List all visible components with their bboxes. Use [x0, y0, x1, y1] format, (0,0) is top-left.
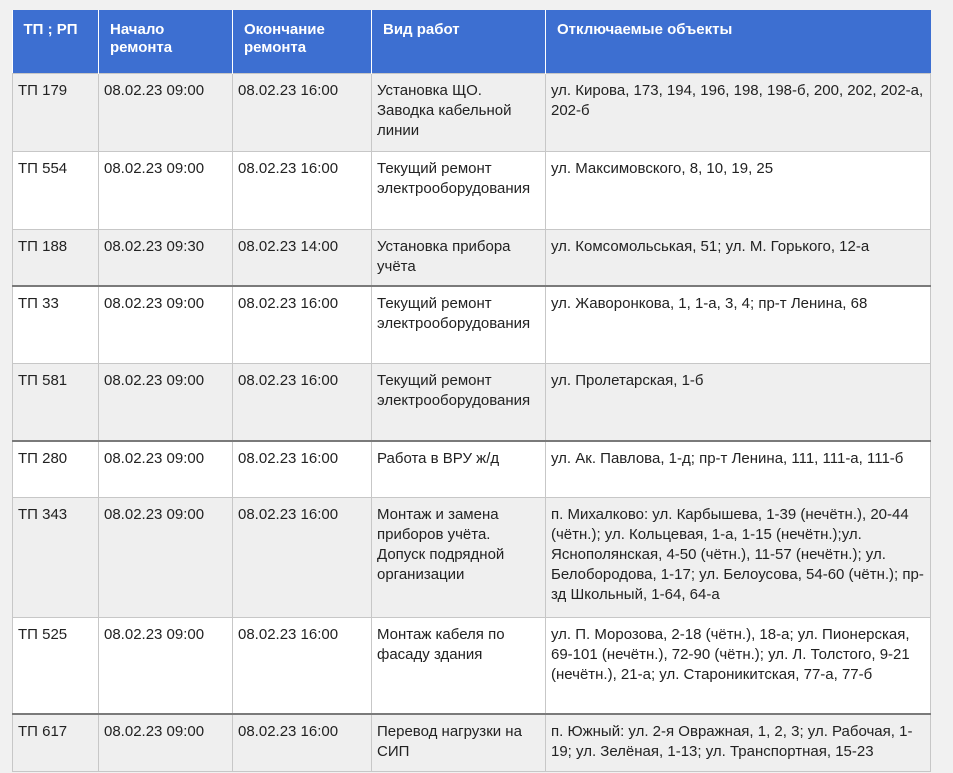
cell-objects: ул. Комсомольськая, 51; ул. М. Горького, 12-а [546, 230, 931, 287]
cell-start: 08.02.23 09:30 [99, 230, 233, 287]
table-header [13, 10, 931, 74]
table-row [13, 498, 931, 618]
cell-objects: ул. Максимовского, 8, 10, 19, 25 [546, 152, 931, 230]
table-row [13, 714, 931, 772]
cell-start: 08.02.23 09:00 [99, 441, 233, 498]
cell-tp: ТП 617 [13, 714, 99, 772]
table-row [13, 286, 931, 364]
cell-start: 08.02.23 09:00 [99, 364, 233, 442]
cell-work: Установка прибора учёта [372, 230, 546, 287]
outage-schedule [12, 10, 930, 772]
table-row [13, 152, 931, 230]
cell-work: Текущий ремонт электрооборудования [372, 364, 546, 442]
cell-work: Текущий ремонт электрооборудования [372, 152, 546, 230]
cell-start: 08.02.23 09:00 [99, 618, 233, 715]
cell-objects: ул. П. Морозова, 2-18 (чётн.), 18-а; ул. Пионерская, 69-101 (нечётн.), 72-90 (чётн.); ул. Л. Толстого, 9-21 (нечётн.), 21-а; ул. Староникитская, 77-а, 77-б [546, 618, 931, 715]
header-work: Вид работ [372, 10, 546, 74]
cell-objects: ул. Жаворонкова, 1, 1-а, 3, 4; пр-т Ленина, 68 [546, 286, 931, 364]
cell-tp: ТП 179 [13, 74, 99, 152]
table-body [13, 74, 931, 772]
cell-tp: ТП 554 [13, 152, 99, 230]
cell-objects: ул. Ак. Павлова, 1-д; пр-т Ленина, 111, 111-а, 111-б [546, 441, 931, 498]
cell-end: 08.02.23 16:00 [233, 364, 372, 442]
cell-tp: ТП 188 [13, 230, 99, 287]
cell-objects: ул. Кирова, 173, 194, 196, 198, 198-б, 200, 202, 202-а, 202-б [546, 74, 931, 152]
cell-work: Перевод нагрузки на СИП [372, 714, 546, 772]
header-tp: ТП ; РП [13, 10, 99, 74]
cell-work: Текущий ремонт электрооборудования [372, 286, 546, 364]
cell-tp: ТП 525 [13, 618, 99, 715]
cell-start: 08.02.23 09:00 [99, 74, 233, 152]
cell-work: Установка ЩО. Заводка кабельной линии [372, 74, 546, 152]
cell-work: Работа в ВРУ ж/д [372, 441, 546, 498]
table-row [13, 364, 931, 442]
cell-end: 08.02.23 16:00 [233, 441, 372, 498]
cell-tp: ТП 343 [13, 498, 99, 618]
cell-tp: ТП 280 [13, 441, 99, 498]
cell-objects: п. Михалково: ул. Карбышева, 1-39 (нечётн.), 20-44 (чётн.); ул. Кольцевая, 1-а, 1-15 (нечётн.);ул. Яснополянская, 4-50 (чётн.), 11-57 (нечётн.); ул. Белобородова, 1-17; ул. Белоусова, 54-60 (чётн.); пр-зд Школьный, 1-64, 64-а [546, 498, 931, 618]
header-row [13, 10, 931, 74]
table-row [13, 618, 931, 715]
cell-tp: ТП 33 [13, 286, 99, 364]
cell-end: 08.02.23 16:00 [233, 74, 372, 152]
header-end: Окончание ремонта [233, 10, 372, 74]
table-row [13, 74, 931, 152]
cell-start: 08.02.23 09:00 [99, 498, 233, 618]
cell-start: 08.02.23 09:00 [99, 714, 233, 772]
table-row [13, 230, 931, 287]
cell-tp: ТП 581 [13, 364, 99, 442]
cell-end: 08.02.23 16:00 [233, 618, 372, 715]
cell-work: Монтаж кабеля по фасаду здания [372, 618, 546, 715]
cell-end: 08.02.23 16:00 [233, 714, 372, 772]
cell-end: 08.02.23 14:00 [233, 230, 372, 287]
outage-table [12, 10, 931, 772]
cell-objects: ул. Пролетарская, 1-б [546, 364, 931, 442]
cell-end: 08.02.23 16:00 [233, 286, 372, 364]
header-objects: Отключаемые объекты [546, 10, 931, 74]
cell-work: Монтаж и замена приборов учёта. Допуск подрядной организации [372, 498, 546, 618]
cell-start: 08.02.23 09:00 [99, 286, 233, 364]
header-start: Начало ремонта [99, 10, 233, 74]
cell-end: 08.02.23 16:00 [233, 152, 372, 230]
table-row [13, 441, 931, 498]
cell-start: 08.02.23 09:00 [99, 152, 233, 230]
cell-end: 08.02.23 16:00 [233, 498, 372, 618]
cell-objects: п. Южный: ул. 2-я Овражная, 1, 2, 3; ул. Рабочая, 1-19; ул. Зелёная, 1-13; ул. Транспортная, 15-23 [546, 714, 931, 772]
